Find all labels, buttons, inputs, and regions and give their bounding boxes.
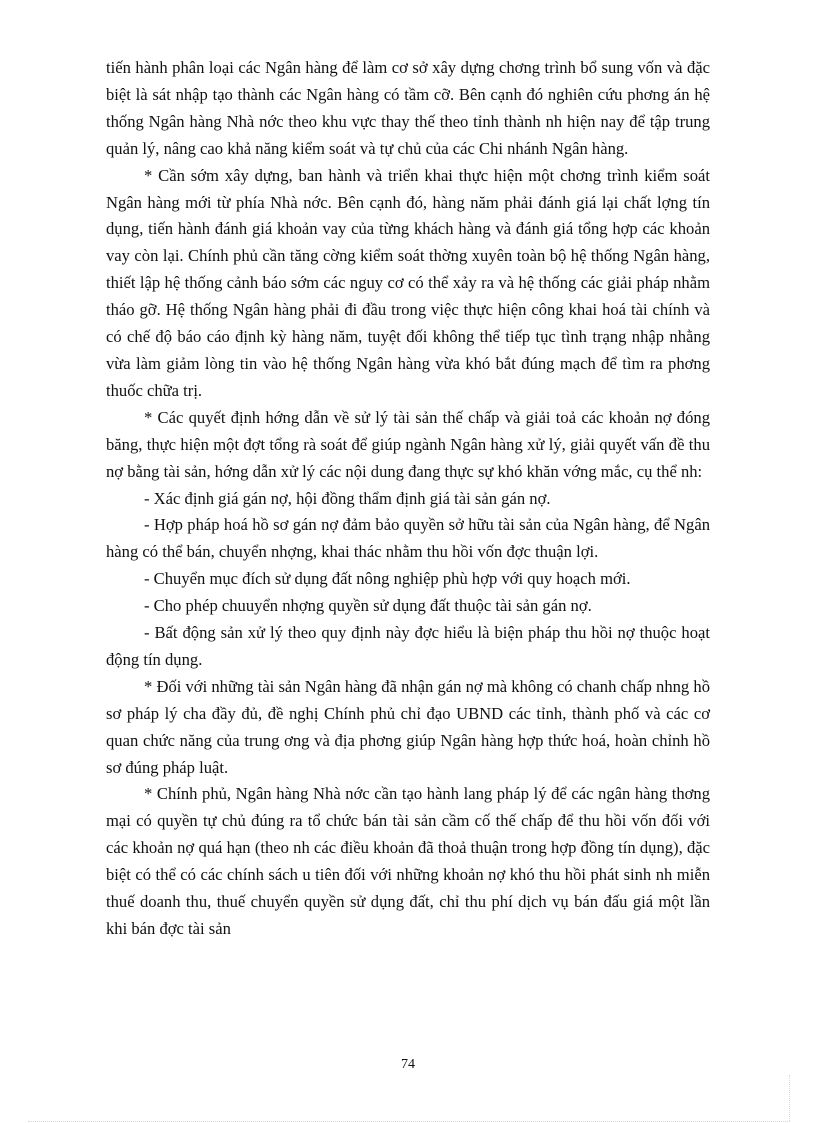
paragraph-5: * Chính phủ, Ngân hàng Nhà nớc cần tạo hành lang pháp lý để các ngân hàng thơng mại có quyền tự chủ đúng ra tổ chức bán tài sản cầm cố thế chấp để thu hồi vốn đối với các khoản nợ quá hạn (theo nh các điều khoản đã thoả thuận trong hợp đồng tín dụng), đặc biệt có thể có các chính sách u tiên đối với những khoản nợ khó thu hồi phát sinh nh miễn thuế doanh thu, thuế chuyển quyền sử dụng đất, chỉ thu phí dịch vụ bán đấu giá một lần khi bán đợc tài sản [106, 784, 710, 938]
page-number: 74 [401, 1057, 415, 1072]
list-item-1: - Xác định giá gán nợ, hội đồng thẩm định giá tài sản gán nợ. [144, 488, 551, 508]
paragraph-1: tiến hành phân loại các Ngân hàng để làm cơ sở xây dựng chơng trình bổ sung vốn và đặc biệt là sát nhập tạo thành các Ngân hàng có tầm cỡ. Bên cạnh đó nghiên cứu phơng án hệ thống Ngân hàng Nhà nớc theo khu vực thay thế theo tỉnh thành nh hiện nay để tập trung quản lý, nâng cao khả năng kiểm soát và tự chủ của các Chi nhánh Ngân hàng. [106, 58, 710, 158]
paragraph-2: * Cần sớm xây dựng, ban hành và triển khai thực hiện một chơng trình kiểm soát Ngân hàng mới từ phía Nhà nớc. Bên cạnh đó, hàng năm phải đánh giá lại chất lợng tín dụng, tiến hành đánh giá khoản vay của từng khách hàng và đánh giá tổng hợp các khoản vay còn lại. Chính phủ cần tăng cờng kiểm soát thờng xuyên toàn bộ hệ thống Ngân hàng, thiết lập hệ thống cảnh báo sớm các nguy cơ có thể xảy ra và hệ thống các giải pháp nhằm tháo gỡ. Hệ thống Ngân hàng phải đi đầu trong việc thực hiện công khai hoá tài chính và có chế độ báo cáo định kỳ hàng năm, tuyệt đối không thể tiếp tục tình trạng nhập nhằng vừa làm giảm lòng tin vào hệ thống Ngân hàng vừa khó bắt đúng mạch để tìm ra phơng thuốc chữa trị. [106, 165, 710, 400]
footer-dotted-side [789, 1075, 790, 1121]
footer-dotted-rule [28, 1121, 790, 1122]
page-body [106, 55, 710, 943]
list-item-2: - Hợp pháp hoá hồ sơ gán nợ đảm bảo quyền sở hữu tài sản của Ngân hàng, để Ngân hàng có thể bán, chuyển nhợng, khai thác nhằm thu hồi vốn đợc thuận lợi. [106, 515, 710, 562]
paragraph-3: * Các quyết định hớng dẫn về sử lý tài sản thế chấp và giải toả các khoản nợ đóng băng, thực hiện một đợt tổng rà soát để giúp ngành Ngân hàng xử lý, giải quyết vấn đề thu nợ bằng tài sản, hớng dẫn xử lý các nội dung đang thực sự khó khăn vớng mắc, cụ thể nh: [106, 407, 710, 481]
list-item-4: - Cho phép chuuyển nhợng quyền sử dụng đất thuộc tài sản gán nợ. [144, 596, 592, 616]
list-item-3: - Chuyển mục đích sử dụng đất nông nghiệp phù hợp với quy hoạch mới. [144, 569, 631, 589]
list-item-5: - Bất động sản xử lý theo quy định này đợc hiểu là biện pháp thu hồi nợ thuộc hoạt động tín dụng. [106, 623, 710, 669]
paragraph-4: * Đối với những tài sản Ngân hàng đã nhận gán nợ mà không có chanh chấp nhng hồ sơ pháp lý cha đầy đủ, đề nghị Chính phủ chỉ đạo UBND các tỉnh, thành phố và các cơ quan chức năng của trung ơng và địa phơng giúp Ngân hàng hợp thức hoá, hoàn chỉnh hồ sơ đúng pháp luật. [106, 676, 710, 777]
